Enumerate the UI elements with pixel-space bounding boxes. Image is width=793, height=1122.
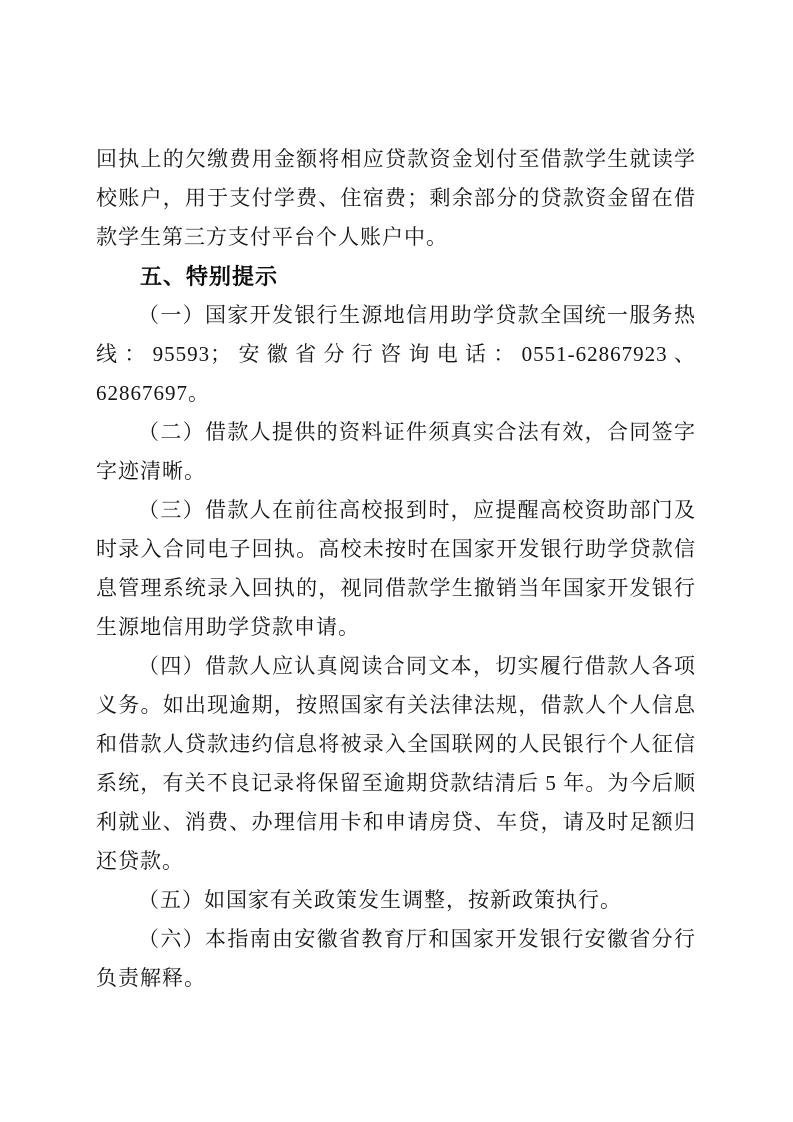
section-heading-special-notes: 五、特别提示 <box>140 264 279 289</box>
notice-item-1: （一）国家开发银行生源地信用助学贷款全国统一服务热线：95593；安徽省分行咨询电话：0551-62867923、62867697。 <box>96 303 696 405</box>
notice-item-5: （五）如国家有关政策发生调整，按新政策执行。 <box>138 888 622 912</box>
notice-item-2: （二）借款人提供的资料证件须真实合法有效，合同签字字迹清晰。 <box>96 420 696 483</box>
notice-item-4: （四）借款人应认真阅读合同文本，切实履行借款人各项义务。如出现逾期，按照国家有关法律法规，借款人个人信息和借款人贷款违约信息将被录入全国联网的人民银行个人征信系统，有关不良记录将保留至逾期贷款结清后 5 年。为今后顺利就业、消费、办理信用卡和申请房贷、车贷，请及时足额归还贷款。 <box>96 654 696 873</box>
notice-item-6: （六）本指南由安徽省教育厅和国家开发银行安徽省分行负责解释。 <box>96 927 696 990</box>
notice-item-3: （三）借款人在前往高校报到时，应提醒高校资助部门及时录入合同电子回执。高校未按时在国家开发银行助学贷款信息管理系统录入回执的，视同借款学生撤销当年国家开发银行生源地信用助学贷款申请。 <box>96 498 696 639</box>
carryover-paragraph: 回执上的欠缴费用金额将相应贷款资金划付至借款学生就读学校账户，用于支付学费、住宿费；剩余部分的贷款资金留在借款学生第三方支付平台个人账户中。 <box>96 147 696 249</box>
